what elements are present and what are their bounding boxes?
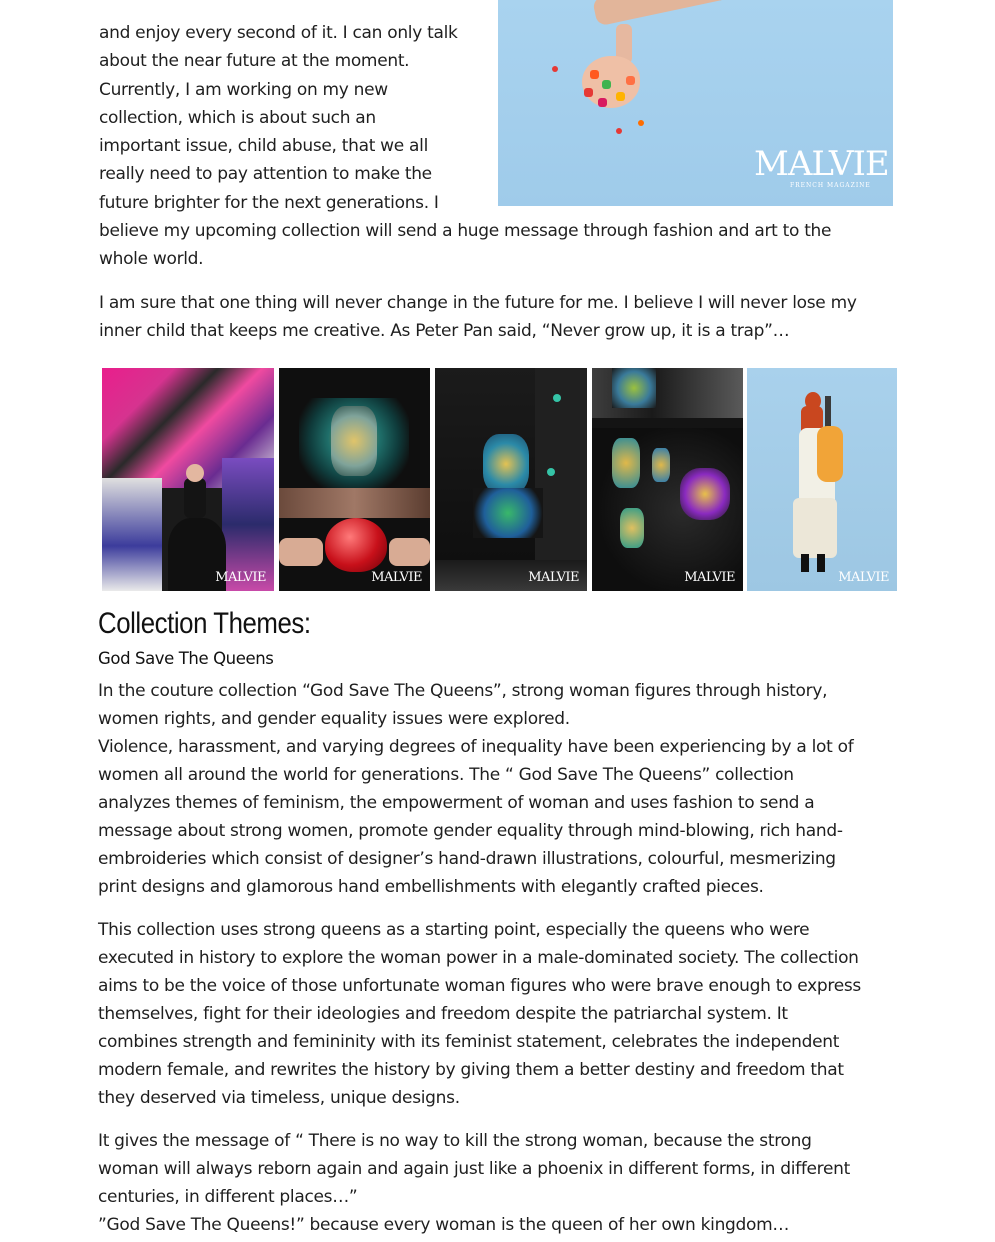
closing-paragraph (99, 289, 857, 346)
gallery-photo-3[interactable] (435, 368, 587, 591)
gallery-photo-2[interactable] (279, 368, 430, 591)
candy-shape (590, 70, 599, 79)
body-line: modern female, and rewrites the history by giving them a better destiny and freedom that (98, 1060, 844, 1080)
gallery-watermark: MALVIE (838, 570, 889, 585)
gallery-photo-5[interactable] (747, 368, 897, 591)
gallery-watermark: MALVIE (528, 570, 579, 585)
body-line: message about strong women, promote gender equality through mind-blowing, rich hand- (98, 821, 843, 841)
body-line: women all around the world for generations. The “ God Save The Queens” collection (98, 765, 794, 785)
body-line: analyzes themes of feminism, the empowerment of woman and uses fashion to send a (98, 793, 815, 813)
malvie-logo: MALVIE (754, 144, 889, 184)
candy-shape (584, 88, 593, 97)
candy-shape (552, 66, 558, 72)
candy-shape (602, 80, 611, 89)
intro-line: about the near future at the moment. (99, 51, 410, 72)
gallery-photo-1[interactable] (102, 368, 274, 591)
body-line: combines strength and femininity with its feminist statement, celebrates the independent (98, 1032, 840, 1052)
body-line: aims to be the voice of those unfortunate woman figures who were brave enough to express (98, 976, 861, 996)
intro-line: collection, which is about such an (99, 107, 376, 128)
body-line: In the couture collection “God Save The Queens”, strong woman figures through history, (98, 681, 828, 701)
intro-line: really need to pay attention to make the (99, 164, 432, 185)
body-line: centuries, in different places…” (98, 1187, 358, 1207)
body-paragraph-3 (98, 1127, 850, 1239)
gallery-watermark: MALVIE (215, 570, 266, 585)
candy-shape (598, 98, 607, 107)
body-line: woman will always reborn again and again just like a phoenix in different forms, in different (98, 1159, 851, 1179)
gallery-photo-4[interactable] (592, 368, 743, 591)
closing-line: I am sure that one thing will never change in the future for me. I believe I will never lose my (99, 293, 857, 313)
body-line: It gives the message of “ There is no way to kill the strong woman, because the strong (98, 1131, 812, 1151)
body-paragraph-1 (98, 677, 853, 901)
body-line: Violence, harassment, and varying degrees of inequality have been experiencing by a lot of (98, 737, 854, 757)
intro-line: whole world. (99, 249, 204, 270)
gallery-watermark: MALVIE (371, 570, 422, 585)
body-line: print designs and glamorous hand embellishments with elegantly crafted pieces. (98, 877, 764, 897)
hero-photo (498, 0, 893, 206)
candy-shape (616, 92, 625, 101)
intro-line: believe my upcoming collection will send a huge message through fashion and art to the (99, 221, 832, 242)
body-paragraph-2 (98, 916, 861, 1112)
malvie-logo-subtitle: FRENCH MAGAZINE (790, 182, 871, 189)
body-line: they deserved via timeless, unique designs. (98, 1088, 460, 1108)
body-line: executed in history to explore the woman power in a male-dominated society. The collection (98, 948, 859, 968)
candy-shape (626, 76, 635, 85)
candy-shape (638, 120, 644, 126)
section-heading: Collection Themes: (98, 607, 311, 640)
section-subheading: God Save The Queens (98, 649, 274, 668)
intro-line: future brighter for the next generations. I (99, 192, 439, 213)
body-line: This collection uses strong queens as a starting point, especially the queens who were (98, 920, 810, 940)
gallery-watermark: MALVIE (684, 570, 735, 585)
candy-shape (616, 128, 622, 134)
body-line: themselves, fight for their ideologies and freedom despite the patriarchal system. It (98, 1004, 788, 1024)
arm-shape (592, 0, 774, 26)
intro-line: important issue, child abuse, that we all (99, 136, 428, 157)
intro-line: Currently, I am working on my new (99, 79, 388, 100)
body-line: embroideries which consist of designer’s hand-drawn illustrations, colourful, mesmerizing (98, 849, 836, 869)
body-line: ”God Save The Queens!” because every woman is the queen of her own kingdom… (98, 1215, 790, 1235)
body-line: women rights, and gender equality issues were explored. (98, 709, 570, 729)
intro-line: and enjoy every second of it. I can only talk (99, 23, 458, 43)
closing-line: inner child that keeps me creative. As Peter Pan said, “Never grow up, it is a trap”… (99, 321, 790, 342)
